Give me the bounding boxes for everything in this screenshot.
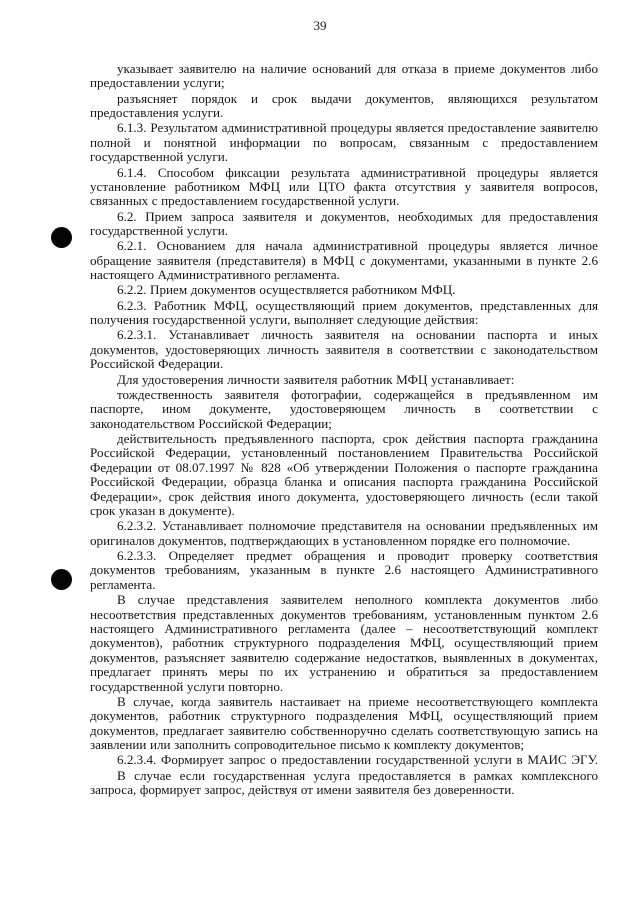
paragraph-identity-check: Для удостоверения личности заявителя работник МФЦ устанавливает: (117, 371, 515, 387)
paragraph-6-2-3-4: 6.2.3.4. Формирует запрос о предоставлении государственной услуги в МАИС ЭГУ. (117, 752, 598, 768)
paragraph-6-1-3: 6.1.3. Результатом административной процедуры является предоставление заявителю полной и понятной информации по вопросам, связанным с предоставлением государственной услуги. (90, 120, 598, 165)
paragraph-6-2: 6.2. Прием запроса заявителя и документов, необходимых для предоставления государственной услуги. (90, 208, 598, 239)
paragraph-6-2-3-3: 6.2.3.3. Определяет предмет обращения и проводит проверку соответствия документов требованиям, указанным в пункте 2.6 настоящего Административного регламента. (90, 547, 598, 592)
punch-hole-bottom (51, 569, 72, 590)
punch-hole-top (51, 227, 72, 248)
paragraph-6-2-1: 6.2.1. Основанием для начала административной процедуры является личное обращение заявителя (представителя) в МФЦ с документами, указанными в пункте 2.6 настоящего Административного регламента. (90, 238, 598, 283)
paragraph-complex-request: В случае если государственная услуга предоставляется в рамках комплексного запроса, формирует запрос, действуя от имени заявителя без доверенности. (90, 767, 598, 798)
paragraph-photo-identity: тождественность заявителя фотографии, содержащейся в предъявленном им паспорте, ином документе, удостоверяющем личность в соответствии с законодательством Российской Федерации; (90, 386, 598, 431)
paragraph-6-2-3: 6.2.3. Работник МФЦ, осуществляющий прием документов, представленных для получения государственной услуги, выполняет следующие действия: (90, 297, 598, 328)
paragraph-applicant-insists: В случае, когда заявитель настаивает на приеме несоответствующего комплекта документов, работник структурного подразделения МФЦ, осуществляющий прием документов, предлагает заявителю собственноручно сделать соответствующую запись на заявлении или заполнить сопроводительное письмо к комплекту документов; (90, 693, 598, 753)
paragraph-incomplete-set: В случае представления заявителем неполного комплекта документов либо несоответствия представленных документов требованиям, установленным пунктом 2.6 настоящего Административного регламента (далее – несоответствующий комплект документов), работник структурного подразделения МФЦ, осуществляющий прием документов, разъясняет заявителю содержание недостатков, выявленных в документах, предлагает принять меры по их устранению и обратиться за предоставлением государственной услуги повторно. (90, 592, 598, 694)
paragraph-6-1-4: 6.1.4. Способом фиксации результата административной процедуры является установление работником МФЦ или ЦТО факта отсутствия у заявителя вопросов, связанных с предоставлением государственной услуги. (90, 164, 598, 209)
page-number: 39 (313, 18, 327, 33)
paragraph-6-2-3-1: 6.2.3.1. Устанавливает личность заявителя на основании паспорта и иных документов, удостоверяющих личность заявителя в соответствии с законодательством Российской Федерации. (90, 327, 598, 372)
document-body (90, 62, 598, 798)
paragraph-passport-validity: действительность предъявленного паспорта, срок действия паспорта гражданина Российской Федерации, установленный постановлением Правительства Российской Федерации от 08.07.1997 № 828 «Об утверждении Положения о паспорте гражданина Российской Федерации, образца бланка и описания паспорта гражданина Российской Федерации», срок действия иного документа, удостоверяющего личность (если такой срок указан в документе). (90, 430, 598, 518)
paragraph-6-2-3-2: 6.2.3.2. Устанавливает полномочие представителя на основании предъявленных им оригиналов документов, подтверждающих в установленном порядке его полномочие. (90, 518, 598, 548)
paragraph-refusal-grounds: указывает заявителю на наличие оснований для отказа в приеме документов либо предоставлении услуги; (90, 61, 598, 91)
paragraph-6-2-2: 6.2.2. Прием документов осуществляется работником МФЦ. (117, 282, 456, 298)
paragraph-issue-order: разъясняет порядок и срок выдачи документов, являющихся результатом предоставления услуги. (90, 90, 598, 121)
